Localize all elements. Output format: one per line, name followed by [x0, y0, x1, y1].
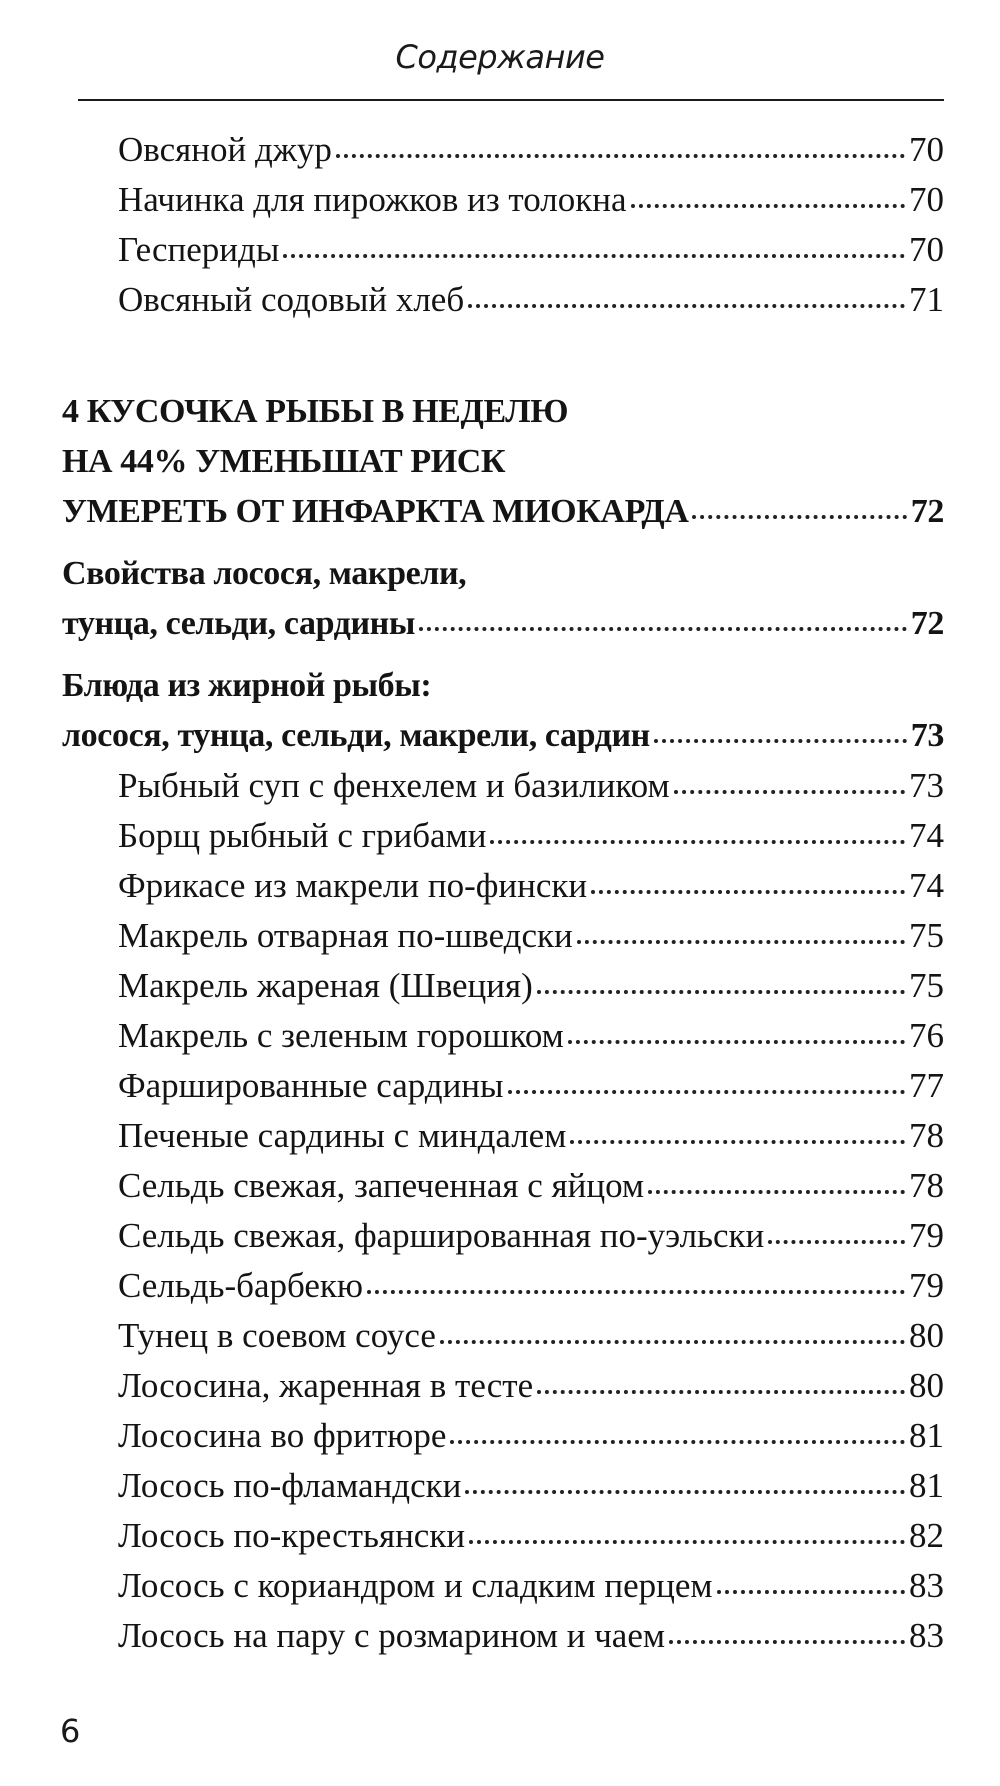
toc-entry	[62, 911, 944, 961]
entry-page: 73	[909, 766, 944, 805]
dot-leader	[577, 940, 905, 944]
dot-leader	[537, 990, 905, 994]
chapter-heading-line: 4 КУСОЧКА РЫБЫ В НЕДЕЛЮ	[62, 393, 569, 430]
dot-leader	[336, 154, 905, 158]
dot-leader	[568, 1040, 905, 1044]
entry-title: Борщ рыбный с грибами	[118, 816, 487, 855]
header-rule	[78, 99, 944, 101]
entry-page: 80	[909, 1316, 944, 1355]
dot-leader	[440, 1340, 905, 1344]
toc-entry	[62, 1211, 944, 1261]
toc-entry	[62, 1511, 944, 1561]
spacer	[62, 537, 944, 549]
chapter-heading-line: НА 44% УМЕНЬШАТ РИСК	[62, 443, 506, 480]
entry-title: Овсяный содовый хлеб	[118, 280, 465, 319]
entry-page: 82	[909, 1516, 944, 1555]
page-number: 6	[60, 1712, 81, 1750]
entry-title: тунца, сельди, сардины	[62, 605, 415, 642]
dot-leader	[674, 790, 905, 794]
toc-entry	[62, 275, 944, 325]
toc-entry	[62, 1311, 944, 1361]
toc-entry	[62, 1061, 944, 1111]
dot-leader	[469, 1540, 905, 1544]
dot-leader	[283, 254, 905, 258]
entry-page: 81	[909, 1416, 944, 1455]
entry-page: 78	[909, 1166, 944, 1205]
entry-title: Лосось на пару с розмарином и чаем	[118, 1616, 666, 1655]
dot-leader	[508, 1090, 905, 1094]
dot-leader	[450, 1440, 905, 1444]
entry-title: Сельдь-барбекю	[118, 1266, 364, 1305]
entry-page: 70	[909, 230, 944, 269]
dot-leader	[717, 1590, 905, 1594]
toc-entry	[62, 1011, 944, 1061]
entry-page: 79	[909, 1266, 944, 1305]
dot-leader	[419, 627, 907, 631]
toc-entry	[62, 1261, 944, 1311]
entry-page: 74	[909, 866, 944, 905]
dot-leader	[537, 1390, 905, 1394]
toc-entry	[62, 599, 944, 649]
dot-leader	[631, 204, 905, 208]
table-of-contents	[62, 125, 944, 1661]
running-head: Содержание	[395, 38, 605, 76]
entry-title: Макрель жареная (Швеция)	[118, 966, 533, 1005]
spacer	[62, 649, 944, 661]
entry-title: лосося, тунца, сельди, макрели, сардин	[62, 717, 650, 754]
entry-page: 83	[909, 1616, 944, 1655]
entry-page: 75	[909, 916, 944, 955]
entry-page: 72	[910, 605, 944, 642]
entry-title: Лосось по-фламандски	[118, 1466, 462, 1505]
entry-page: 74	[909, 816, 944, 855]
entry-page: 73	[910, 717, 944, 754]
toc-entry	[62, 861, 944, 911]
section-heading-line: Свойства лосося, макрели,	[62, 555, 467, 592]
toc-entry	[62, 811, 944, 861]
entry-page: 70	[909, 130, 944, 169]
toc-entry	[62, 1361, 944, 1411]
dot-leader	[367, 1290, 905, 1294]
toc-entry	[62, 125, 944, 175]
entry-title: Лососина, жаренная в тесте	[118, 1366, 534, 1405]
entry-title: Печеные сардины с миндалем	[118, 1116, 567, 1155]
toc-entry	[62, 175, 944, 225]
entry-title: Сельдь свежая, запеченная с яйцом	[118, 1166, 645, 1205]
entry-page: 72	[910, 493, 944, 530]
entry-title: УМЕРЕТЬ ОТ ИНФАРКТА МИОКАРДА	[62, 493, 689, 530]
entry-title: Фаршированные сардины	[118, 1066, 504, 1105]
entry-page: 76	[909, 1016, 944, 1055]
dot-leader	[648, 1190, 905, 1194]
entry-title: Макрель отварная по-шведски	[118, 916, 573, 955]
dot-leader	[692, 515, 906, 519]
toc-entry	[62, 1561, 944, 1611]
toc-entry	[62, 225, 944, 275]
entry-title: Лосось с кориандром и сладким перцем	[118, 1566, 713, 1605]
toc-entry	[62, 487, 944, 537]
toc-entry	[62, 961, 944, 1011]
entry-page: 79	[909, 1216, 944, 1255]
entry-title: Макрель с зеленым горошком	[118, 1016, 564, 1055]
toc-entry	[62, 1461, 944, 1511]
spacer	[62, 325, 944, 387]
toc-entry	[62, 1611, 944, 1661]
entry-title: Лосось по-крестьянски	[118, 1516, 466, 1555]
entry-title: Лососина во фритюре	[118, 1416, 447, 1455]
entry-title: Сельдь свежая, фаршированная по-уэльски	[118, 1216, 765, 1255]
entry-page: 77	[909, 1066, 944, 1105]
toc-entry	[62, 1111, 944, 1161]
toc-entry	[62, 711, 944, 761]
entry-page: 78	[909, 1116, 944, 1155]
entry-page: 83	[909, 1566, 944, 1605]
toc-entry	[62, 1161, 944, 1211]
dot-leader	[465, 1490, 905, 1494]
entry-page: 70	[909, 180, 944, 219]
entry-page: 80	[909, 1366, 944, 1405]
dot-leader	[468, 304, 905, 308]
toc-entry	[62, 1411, 944, 1461]
entry-page: 81	[909, 1466, 944, 1505]
entry-title: Начинка для пирожков из толокна	[118, 180, 627, 219]
dot-leader	[654, 739, 907, 743]
entry-title: Фрикасе из макрели по-фински	[118, 866, 588, 905]
entry-title: Рыбный суп с фенхелем и базиликом	[118, 766, 670, 805]
dot-leader	[669, 1640, 905, 1644]
entry-page: 71	[909, 280, 944, 319]
dot-leader	[490, 840, 905, 844]
entry-title: Геспериды	[118, 230, 280, 269]
entry-title: Тунец в соевом соусе	[118, 1316, 436, 1355]
section-heading-line: Блюда из жирной рыбы:	[62, 667, 432, 704]
dot-leader	[570, 1140, 905, 1144]
toc-entry	[62, 761, 944, 811]
dot-leader	[768, 1240, 905, 1244]
entry-page: 75	[909, 966, 944, 1005]
entry-title: Овсяной джур	[118, 130, 332, 169]
dot-leader	[591, 890, 905, 894]
